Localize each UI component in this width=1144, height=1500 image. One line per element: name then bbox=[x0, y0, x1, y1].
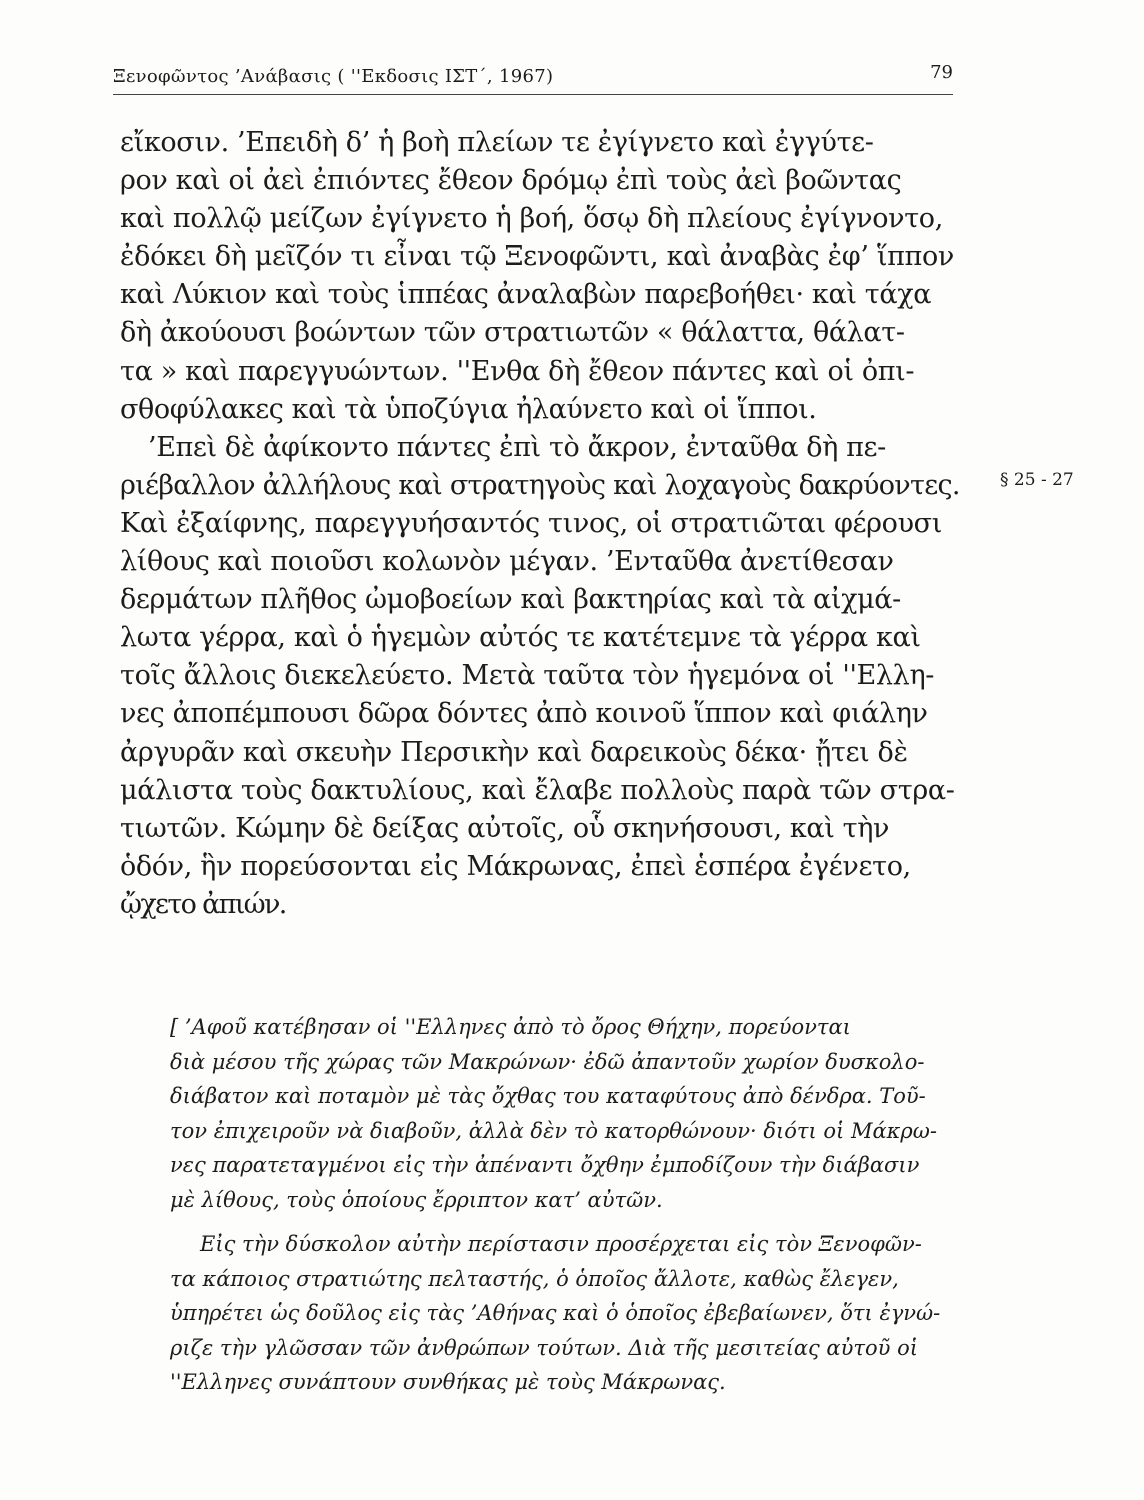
text-line: τοῖς ἄλλοις διεκελεύετο. Μετὰ ταῦτα τὸν ἡγεμόνα οἱ ''Ελλη- bbox=[120, 660, 935, 692]
text-line: ριέβαλλον ἀλλήλους καὶ στρατηγοὺς καὶ λοχαγοὺς δακρύοντες. bbox=[120, 469, 960, 501]
text-line: τιωτῶν. Κώμην δὲ δείξας αὐτοῖς, οὗ σκηνήσουσι, καὶ τὴν bbox=[120, 812, 890, 844]
text-line: δὴ ἀκούουσι βοώντων τῶν στρατιωτῶν « θάλαττα, θάλατ- bbox=[120, 317, 905, 349]
commentary-line: τα κάποιος στρατιώτης πελταστής, ὁ ὁποῖος ἄλλοτε, καθὼς ἔλεγεν, bbox=[170, 1266, 899, 1291]
text-line: μάλιστα τοὺς δακτυλίους, καὶ ἔλαβε πολλοὺς παρὰ τῶν στρα- bbox=[120, 774, 955, 806]
page-header bbox=[113, 62, 953, 98]
commentary-line: ὑπηρέτει ὡς δοῦλος εἰς τὰς ’Αθήνας καὶ ὁ ὁποῖος ἐβεβαίωνεν, ὅτι ἐγνώ- bbox=[170, 1301, 941, 1325]
header-rule bbox=[113, 94, 953, 95]
page-number: 79 bbox=[930, 62, 953, 83]
text-line: λίθους καὶ ποιοῦσι κολωνὸν μέγαν. ’Ενταῦθα ἀνετίθεσαν bbox=[120, 546, 894, 578]
commentary-line: Εἰς τὴν δύσκολον αὐτὴν περίστασιν προσέρχεται εἰς τὸν Ξενοφῶν- bbox=[200, 1232, 922, 1256]
text-line: ᾤχετο ἀπιών. bbox=[120, 888, 286, 920]
commentary-line: μὲ λίθους, τοὺς ὁποίους ἔρριπτον κατ’ αὐτῶν. bbox=[170, 1187, 663, 1212]
commentary bbox=[170, 1010, 970, 1400]
text-line: ἀργυρᾶν καὶ σκευὴν Περσικὴν καὶ δαρεικοὺς δέκα· ᾔτει δὲ bbox=[120, 736, 908, 768]
commentary-line: [ ’Αφοῦ κατέβησαν οἱ ''Ελληνες ἀπὸ τὸ ὄρος Θήχην, πορεύονται bbox=[170, 1015, 851, 1039]
text-line: σθοφύλακες καὶ τὰ ὑποζύγια ἠλαύνετο καὶ οἱ ἵπποι. bbox=[120, 393, 817, 425]
text-line: ρον καὶ οἱ ἀεὶ ἐπιόντες ἔθεον δρόμῳ ἐπὶ τοὺς ἀεὶ βοῶντας bbox=[120, 165, 902, 197]
text-line: νες ἀποπέμπουσι δῶρα δόντες ἀπὸ κοινοῦ ἵππον καὶ φιάλην bbox=[120, 698, 928, 730]
text-line: ὁδόν, ἣν πορεύσονται εἰς Μάκρωνας, ἐπεὶ ἑσπέρα ἐγένετο, bbox=[120, 850, 911, 882]
commentary-line: ριζε τὴν γλῶσσαν τῶν ἀνθρώπων τούτων. Διὰ τῆς μεσιτείας αὐτοῦ οἱ bbox=[170, 1335, 918, 1360]
text-line: Καὶ ἐξαίφνης, παρεγγυήσαντός τινος, οἱ στρατιῶται φέρουσι bbox=[120, 507, 942, 539]
section-reference: § 25 - 27 bbox=[1000, 470, 1074, 490]
running-title: Ξενοφῶντος ’Ανάβασις ( ''Εκδοσις ΙΣΤ΄, 1967) bbox=[113, 66, 554, 87]
text-line: τα » καὶ παρεγγυώντων. ''Ενθα δὴ ἔθεον πάντες καὶ οἱ ὀπι- bbox=[120, 355, 915, 387]
text-line: ’Επεὶ δὲ ἀφίκοντο πάντες ἐπὶ τὸ ἄκρον, ἐνταῦθα δὴ πε- bbox=[148, 431, 886, 463]
commentary-line: ''Ελληνες συνάπτουν συνθήκας μὲ τοὺς Μάκρωνας. bbox=[170, 1370, 726, 1394]
commentary-line: νες παρατεταγμένοι εἰς τὴν ἀπέναντι ὄχθην ἐμποδίζουν τὴν διάβασιν bbox=[170, 1153, 920, 1177]
main-text bbox=[120, 124, 980, 924]
commentary-line: τον ἐπιχειροῦν νὰ διαβοῦν, ἀλλὰ δὲν τὸ κατορθώνουν· διότι οἱ Μάκρω- bbox=[170, 1118, 937, 1143]
text-line: καὶ Λύκιον καὶ τοὺς ἱππέας ἀναλαβὼν παρεβοήθει· καὶ τάχα bbox=[120, 279, 932, 311]
text-line: ἐδόκει δὴ μεῖζόν τι εἶναι τῷ Ξενοφῶντι, καὶ ἀναβὰς ἐφ’ ἵππον bbox=[120, 241, 954, 273]
commentary-line: διάβατον καὶ ποταμὸν μὲ τὰς ὄχθας του καταφύτους ἀπὸ δένδρα. Τοῦ- bbox=[170, 1084, 926, 1108]
text-line: λωτα γέρρα, καὶ ὁ ἡγεμὼν αὐτός τε κατέτεμνε τὰ γέρρα καὶ bbox=[120, 622, 921, 654]
text-line: εἴκοσιν. ’Επειδὴ δ’ ἡ βοὴ πλείων τε ἐγίγνετο καὶ ἐγγύτε- bbox=[120, 127, 874, 158]
commentary-line: διὰ μέσου τῆς χώρας τῶν Μακρώνων· ἐδῶ ἀπαντοῦν χωρίον δυσκολο- bbox=[170, 1049, 925, 1074]
text-line: δερμάτων πλῆθος ὠμοβοείων καὶ βακτηρίας καὶ τὰ αἰχμά- bbox=[120, 584, 901, 616]
paragraph-gap bbox=[170, 1217, 970, 1227]
text-line: καὶ πολλῷ μείζων ἐγίγνετο ἡ βοή, ὅσῳ δὴ πλείους ἐγίγνοντο, bbox=[120, 203, 943, 235]
